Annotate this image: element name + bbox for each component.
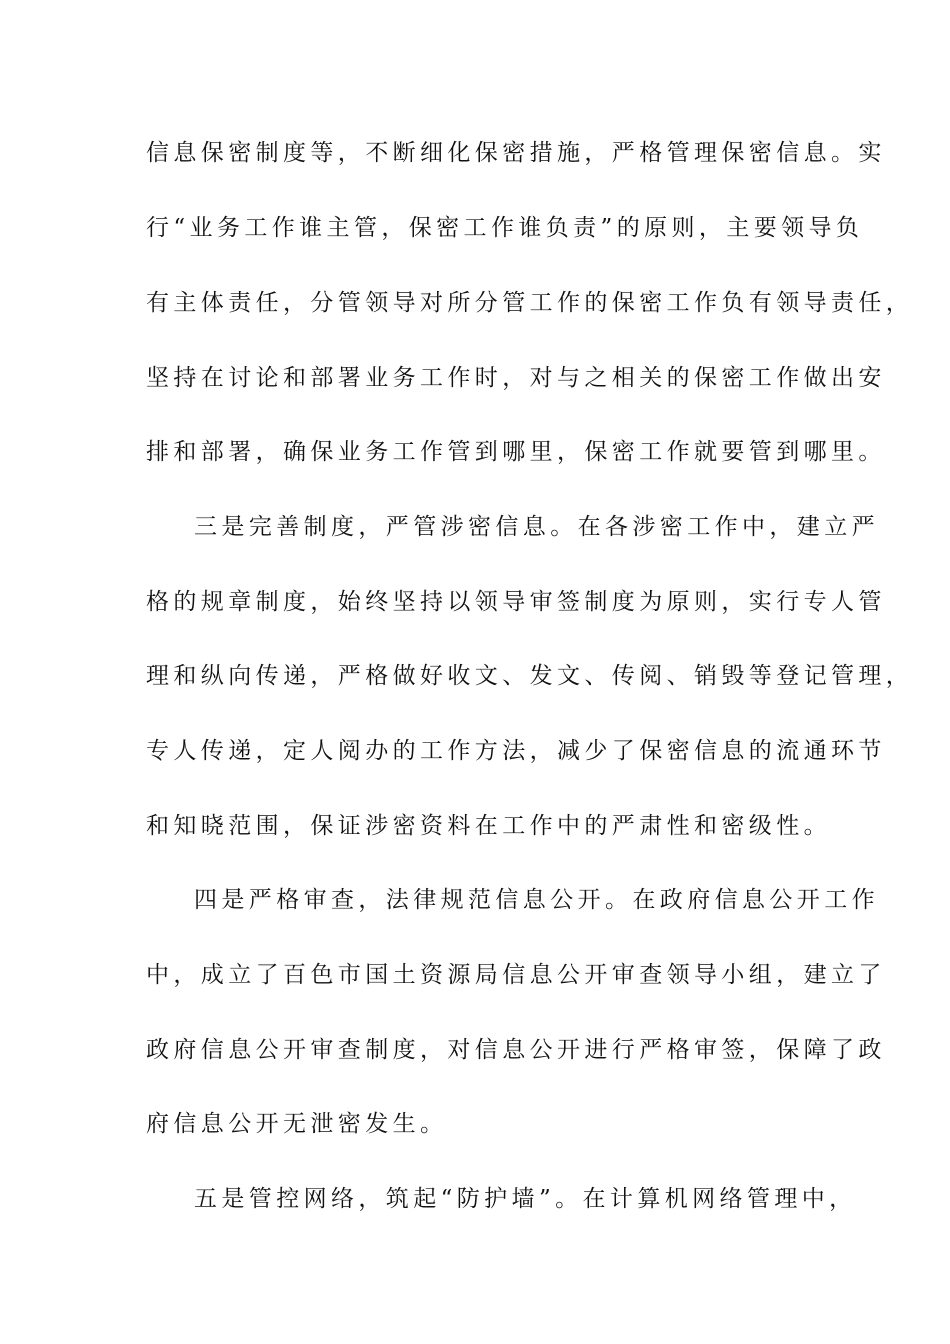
text-line-13: 政府信息公开审查制度，对信息公开进行严格审签，保障了政 <box>146 1037 886 1063</box>
text-line-4: 坚持在讨论和部署业务工作时，对与之相关的保密工作做出安 <box>146 365 886 391</box>
text-line-14: 府信息公开无泄密发生。 <box>146 1111 448 1137</box>
text-line-10: 和知晓范围，保证涉密资料在工作中的严肃性和密级性。 <box>146 813 831 839</box>
text-line-1: 信息保密制度等，不断细化保密措施，严格管理保密信息。实 <box>146 140 886 166</box>
text-line-3: 有主体责任，分管领导对所分管工作的保密工作负有领导责任， <box>146 290 914 316</box>
text-line-5: 排和部署，确保业务工作管到哪里，保密工作就要管到哪里。 <box>146 439 886 465</box>
paragraph-5-start: 五是管控网络，筑起“防护墙”。在计算机网络管理中， <box>194 1186 857 1212</box>
text-line-8: 理和纵向传递，严格做好收文、发文、传阅、销毁等登记管理， <box>146 663 914 689</box>
paragraph-3-start: 三是完善制度，严管涉密信息。在各涉密工作中，建立严 <box>194 514 879 540</box>
paragraph-4-start: 四是严格审查，法律规范信息公开。在政府信息公开工作 <box>194 887 879 913</box>
text-line-2: 行“业务工作谁主管，保密工作谁负责”的原则，主要领导负 <box>146 215 864 241</box>
text-line-9: 专人传递，定人阅办的工作方法，减少了保密信息的流通环节 <box>146 738 886 764</box>
text-line-7: 格的规章制度，始终坚持以领导审签制度为原则，实行专人管 <box>146 589 886 615</box>
text-line-12: 中，成立了百色市国土资源局信息公开审查领导小组，建立了 <box>146 962 886 988</box>
